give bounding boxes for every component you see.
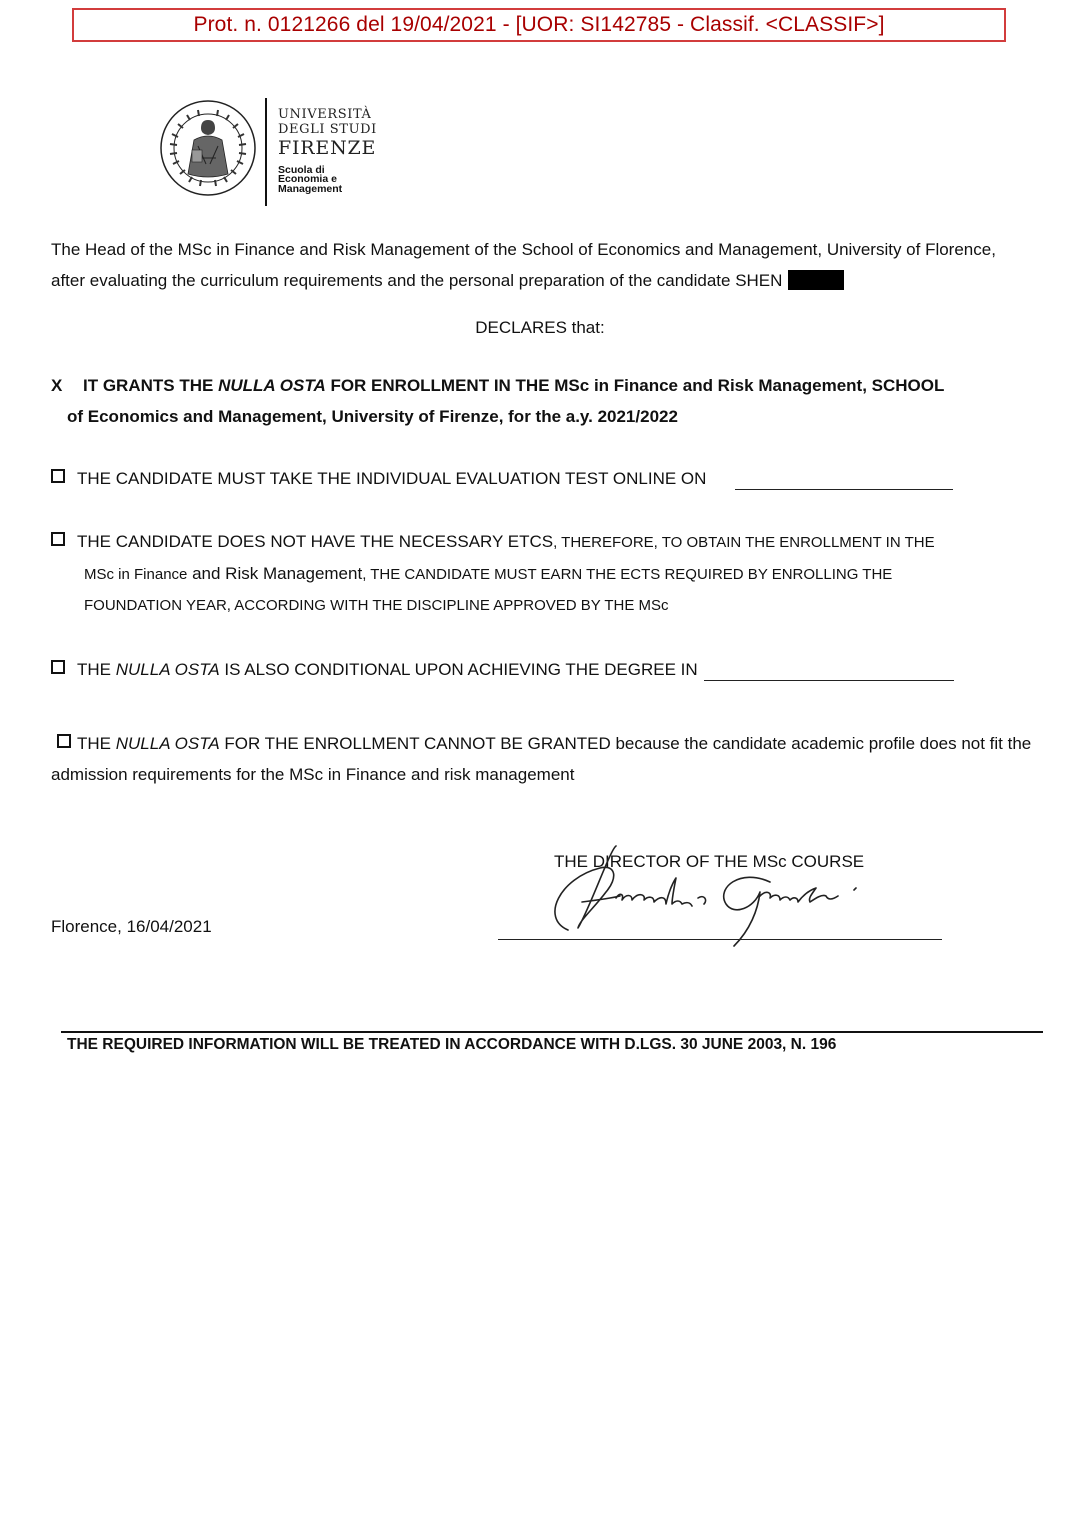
date-blank-line bbox=[735, 469, 953, 490]
grant-part2: FOR ENROLLMENT IN THE MSc in Finance and Risk Management, SCHOOL bbox=[325, 376, 945, 395]
option-denied-part1: THE bbox=[77, 734, 116, 753]
option-evaluation-test bbox=[51, 463, 1031, 494]
university-name-line2: DEGLI STUDI bbox=[278, 122, 377, 137]
grant-statement bbox=[51, 370, 1036, 432]
school-name-line1: Scuola di bbox=[278, 164, 325, 176]
handwritten-signature bbox=[520, 838, 880, 958]
intro-text: The Head of the MSc in Finance and Risk Management of the School of Economics and Management, University of Florence, after evaluating the curriculum requirements and the personal preparation of the candidate SHEN bbox=[51, 240, 996, 290]
footer-rule bbox=[61, 1031, 1043, 1033]
logo-divider bbox=[265, 98, 267, 206]
grant-line2: of Economics and Management, University of Firenze, for the a.y. 2021/2022 bbox=[67, 407, 678, 426]
protocol-text: Prot. n. 0121266 del 19/04/2021 - [UOR: SI142785 - Classif. <CLASSIF>] bbox=[193, 13, 885, 36]
university-seal-logo bbox=[158, 96, 258, 200]
option-etcs-part2: , THEREFORE, TO OBTAIN THE ENROLLMENT IN THE bbox=[553, 534, 935, 551]
option-denied bbox=[51, 728, 1036, 790]
university-name-line3: FIRENZE bbox=[278, 137, 377, 159]
grant-nulla-osta: NULLA OSTA bbox=[218, 376, 326, 395]
director-title: THE DIRECTOR OF THE MSc COURSE bbox=[554, 852, 865, 871]
protocol-stamp bbox=[72, 8, 1006, 42]
university-name-line1: UNIVERSITÀ bbox=[278, 107, 372, 122]
option-degree-part1: THE bbox=[77, 660, 116, 679]
option-degree-part2: IS ALSO CONDITIONAL UPON ACHIEVING THE DEGREE IN bbox=[219, 660, 698, 679]
checkbox-icon bbox=[57, 734, 71, 748]
option-denied-nulla-osta: NULLA OSTA bbox=[115, 734, 220, 753]
redacted-name-block bbox=[788, 270, 844, 290]
option-etcs-line2a: MSc in Finance bbox=[84, 566, 188, 583]
checkbox-icon bbox=[51, 660, 65, 674]
option-degree-condition bbox=[51, 654, 1031, 685]
selected-mark: X bbox=[51, 376, 63, 395]
option-etcs-line2c: , THE CANDIDATE MUST EARN THE ECTS REQUIRED BY ENROLLING THE bbox=[362, 566, 893, 583]
intro-paragraph bbox=[51, 234, 1011, 296]
option-degree-nulla-osta: NULLA OSTA bbox=[115, 660, 220, 679]
place-date: Florence, 16/04/2021 bbox=[51, 917, 212, 936]
checkbox-icon bbox=[51, 469, 65, 483]
school-name-line3: Management bbox=[278, 183, 343, 195]
footer-privacy-note: THE REQUIRED INFORMATION WILL BE TREATED IN ACCORDANCE WITH D.LGS. 30 JUNE 2003, N. 196 bbox=[67, 1036, 837, 1053]
degree-blank-line bbox=[704, 660, 954, 681]
option-denied-part2: FOR THE ENROLLMENT CANNOT BE GRANTED because the candidate academic profile does not fit the admission requirements for the MSc in Finance and risk management bbox=[51, 734, 1032, 784]
option-etcs-line3: FOUNDATION YEAR, ACCORDING WITH THE DISCIPLINE APPROVED BY THE MSc bbox=[84, 597, 669, 614]
option-missing-etcs bbox=[51, 526, 1031, 621]
grant-part1: IT GRANTS THE bbox=[83, 376, 219, 395]
checkbox-icon bbox=[51, 532, 65, 546]
option-etcs-part1: THE CANDIDATE DOES NOT HAVE THE NECESSARY ETCS bbox=[77, 532, 554, 551]
declares-heading: DECLARES that: bbox=[475, 318, 605, 337]
option-test-text: THE CANDIDATE MUST TAKE THE INDIVIDUAL EVALUATION TEST ONLINE ON bbox=[77, 469, 707, 488]
option-etcs-line2b: and Risk Management bbox=[187, 564, 363, 583]
school-name-line2: Economia e bbox=[278, 173, 337, 185]
